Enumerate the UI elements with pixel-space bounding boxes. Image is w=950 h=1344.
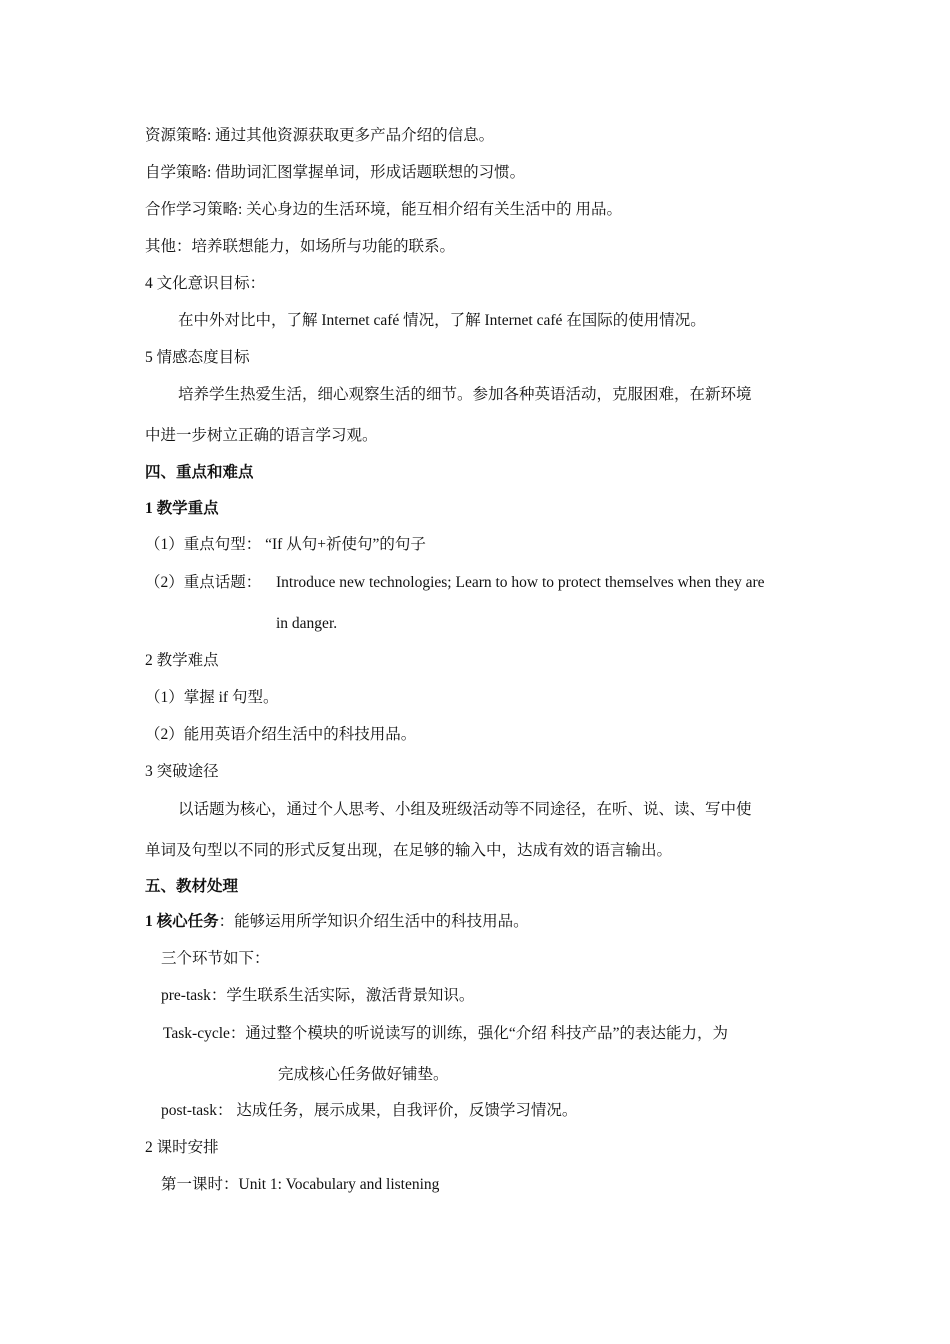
self-study-strategy-line: 自学策略: 借助词汇图掌握单词，形成话题联想的习惯。 xyxy=(145,164,526,181)
core-task-text: ：能够运用所学知识介绍生活中的科技用品。 xyxy=(218,913,529,930)
lesson-schedule-heading: 2 课时安排 xyxy=(145,1139,219,1156)
focus-topic-text-cont: in danger. xyxy=(276,615,338,632)
task-cycle-line-cont: 完成核心任务做好铺垫。 xyxy=(278,1066,449,1083)
three-stages-intro: 三个环节如下： xyxy=(161,950,270,967)
cooperative-strategy-line: 合作学习策略: 关心身边的生活环境，能互相介绍有关生活中的 用品。 xyxy=(145,201,623,218)
emotion-attitude-text-1: 培养学生热爱生活，细心观察生活的细节。参加各种英语活动，克服困难，在新环境 xyxy=(178,386,752,403)
other-strategy-line: 其他：培养联想能力，如场所与功能的联系。 xyxy=(145,238,456,255)
emotion-attitude-text-2: 中进一步树立正确的语言学习观。 xyxy=(145,427,378,444)
cultural-awareness-heading: 4 文化意识目标： xyxy=(145,275,266,292)
teaching-difficulty-heading: 2 教学难点 xyxy=(145,652,219,669)
breakthrough-text-1: 以话题为核心，通过个人思考、小组及班级活动等不同途径，在听、说、读、写中使 xyxy=(178,801,752,818)
cultural-awareness-text: 在中外对比中，了解 Internet café 情况，了解 Internet café 在国际的使用情况。 xyxy=(178,312,706,329)
focus-sentence-pattern: （1）重点句型： “If 从句+祈使句”的句子 xyxy=(145,536,426,553)
difficulty-item-1: （1）掌握 if 句型。 xyxy=(145,689,279,706)
first-lesson-line: 第一课时：Unit 1: Vocabulary and listening xyxy=(161,1176,440,1193)
focus-topic-text: Introduce new technologies; Learn to how to protect themselves when they are xyxy=(276,574,765,591)
pre-task-line: pre-task：学生联系生活实际，激活背景知识。 xyxy=(161,987,475,1004)
core-task-label: 1 核心任务 xyxy=(145,913,219,930)
section-five-heading: 五、教材处理 xyxy=(145,878,239,895)
core-task-line xyxy=(145,912,529,932)
section-four-heading: 四、重点和难点 xyxy=(145,464,254,481)
difficulty-item-2: （2）能用英语介绍生活中的科技用品。 xyxy=(145,726,417,743)
emotion-attitude-heading: 5 情感态度目标 xyxy=(145,349,250,366)
breakthrough-text-2: 单词及句型以不同的形式反复出现，在足够的输入中，达成有效的语言输出。 xyxy=(145,842,673,859)
breakthrough-heading: 3 突破途径 xyxy=(145,763,219,780)
resource-strategy-line: 资源策略: 通过其他资源获取更多产品介绍的信息。 xyxy=(145,127,495,144)
teaching-focus-heading: 1 教学重点 xyxy=(145,500,219,517)
task-cycle-line: Task-cycle：通过整个模块的听说读写的训练，强化“介绍 科技产品”的表达能力，为 xyxy=(163,1025,729,1042)
post-task-line: post-task： 达成任务，展示成果，自我评价，反馈学习情况。 xyxy=(161,1102,578,1119)
focus-topic-label: （2）重点话题： xyxy=(145,574,262,591)
